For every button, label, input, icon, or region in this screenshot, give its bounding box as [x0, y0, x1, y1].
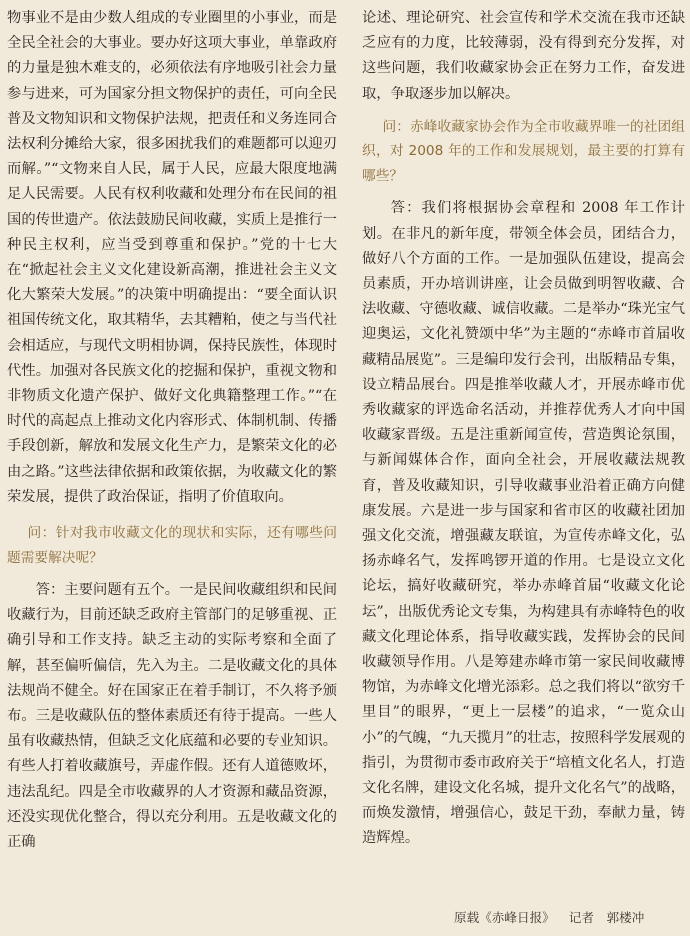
interview-question: 问：赤峰收藏家协会作为全市收藏界唯一的社团组织，对 2008 年的工作和发展规划，最主要的打算有哪些？	[362, 118, 685, 184]
interview-answer: 答：主要问题有五个。一是民间收藏组织和民间收藏行为，目前还缺乏政府主管部门的足够重视、正确引导和工作支持。缺乏主动的实际考察和全面了解，甚至偏听偏信，先入为主。二是收藏文化的具体法规尚不健全。好在国家正在着手制订，不久将予颁布。三是收藏队伍的整体素质还有待于提高。一些人虽有收藏热情，但缺乏文化底蕴和必要的专业知识。有些人打着收藏旗号，弄虚作假。还有人道德败坏，违法乱纪。四是全市收藏界的人才资源和藏品资源，还没实现优化整合，得以充分利用。五是收藏文化的正确	[7, 582, 337, 851]
source-credit	[454, 907, 654, 926]
source-label: 原载《赤峰日报》	[454, 910, 555, 925]
body-paragraph: 物事业不是由少数人组成的专业圈里的小事业，而是全民全社会的大事业。要办好这项大事业，单靠政府的力量是独木难支的，必须依法有序地吸引社会力量参与进来，可为国家分担文物保护的责任，可向全民普及文物知识和文物保护法规，把责任和义务连同合法权利分摊给大家，很多困扰我们的难题都可以迎刃而解。”“文物来自人民，属于人民，应最大限度地满足人民需要。人民有权利收藏和处理分布在民间的祖国的传世遗产。依法鼓励民间收藏，实质上是推行一种民主权利，应当受到尊重和保护。”党的十七大在“掀起社会主义文化建设新高潮，推进社会主义文化大繁荣大发展。”的决策中明确提出：“要全面认识祖国传统文化，取其精华，去其糟粕，使之与当代社会相适应，与现代文明相协调，保持民族性，体现时代性。加强对各民族文化的挖掘和保护，重视文物和非物质文化遗产保护、做好文化典籍整理工作。”“在时代的高起点上推动文化内容形式、体制机制、传播手段创新，解放和发展文化生产力，是繁荣文化的必由之路。”这些法律依据和政策依据，为收藏文化的繁荣发展，提供了政治保证，指明了价值取向。	[7, 10, 337, 505]
left-column	[7, 6, 337, 855]
right-column	[362, 6, 685, 852]
interview-answer: 答：我们将根据协会章程和 2008 年工作计划。在非凡的新年度，带领全体会员，团结合力，做好八个方面的工作。一是加强队伍建设，提高会员素质，开办培训讲座，让会员做到明智收藏、合法收藏、守德收藏、诚信收藏。二是举办“珠光宝气迎奥运，文化礼赞颂中华”为主题的“赤峰市首届收藏精品展览”。三是编印发行会刊，出版精品专集，设立精品展台。四是推举收藏人才，开展赤峰市优秀收藏家的评选命名活动，并推荐优秀人才向中国收藏家晋级。五是注重新闻宣传，营造舆论氛围，与新闻媒体合作，面向全社会，开展收藏法规教育，普及收藏知识，引导收藏事业沿着正确方向健康发展。六是进一步与国家和省市区的收藏社团加强文化交流，增强藏友联谊，为宣传赤峰文化，弘扬赤峰名气，发挥鸣锣开道的作用。七是设立文化论坛，搞好收藏研究，举办赤峰首届“收藏文化论坛”，出版优秀论文专集，为构建具有赤峰特色的收藏文化理论体系，指导收藏实践，发挥协会的民间收藏领导作用。八是筹建赤峰市第一家民间收藏博物馆，为赤峰文化增光添彩。总之我们将以“欲穷千里目”的眼界，“更上一层楼”的追求，“一览众山小”的气魄，“九天揽月”的壮志，按照科学发展观的指引，为贯彻市委市政府关于“培植文化名人，打造文化名牌，建设文化名城，提升文化名气”的战略，而焕发激情，增强信心，鼓足干劲，奉献力量，铸造辉煌。	[362, 200, 685, 847]
body-paragraph-continued: 论述、理论研究、社会宣传和学术交流在我市还缺乏应有的力度，比较薄弱，没有得到充分发挥，对这些问题，我们收藏家协会正在努力工作，奋发进取，争取逐步加以解决。	[362, 10, 685, 102]
reporter-label: 记者 郭楼冲	[568, 910, 645, 925]
interview-question: 问：针对我市收藏文化的现状和实际，还有哪些问题需要解决呢？	[7, 525, 337, 566]
